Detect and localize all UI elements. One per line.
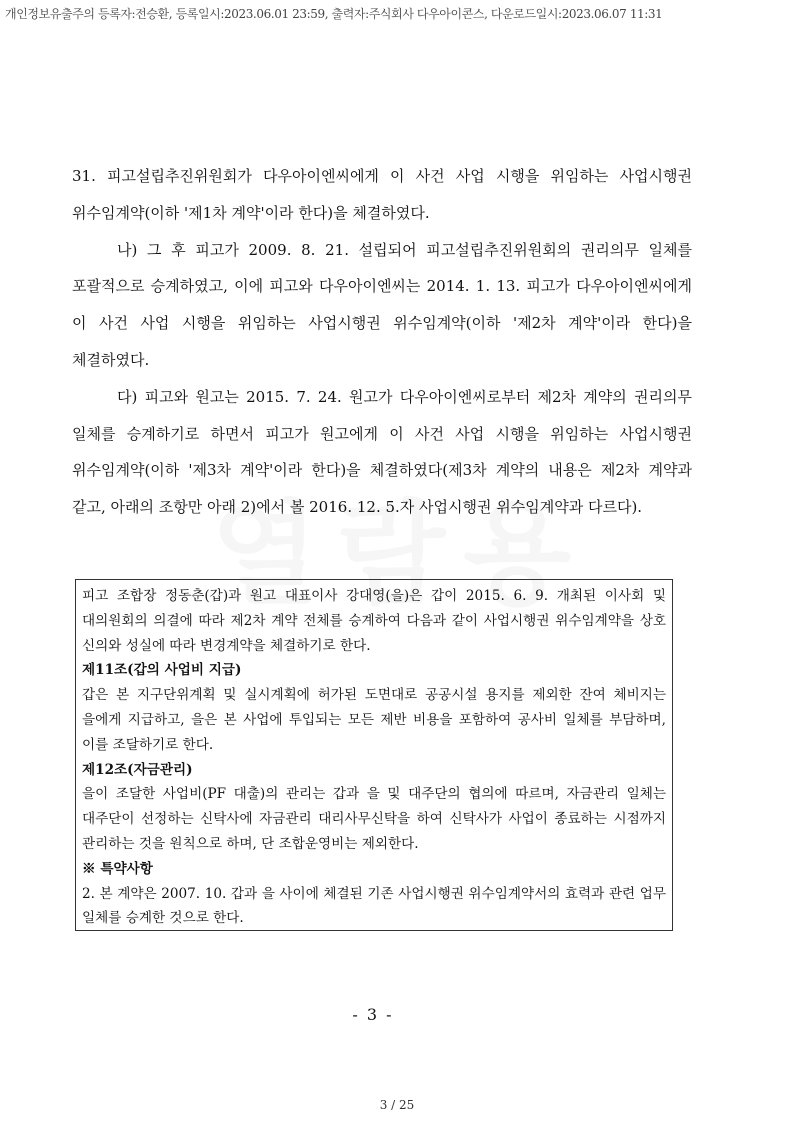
article-12-title: 제12조(자금관리) [82, 761, 193, 778]
body-paragraph: 나) 그 후 피고가 2009. 8. 21. 설립되어 피고설립추진위원회의 권리의무 일체를 포괄적으로 승계하였고, 이에 피고와 다우아이엔씨는 2014. 1. 13. 피고가 다우아이엔씨에게 이 사건 사업 시행을 위임하는 사업시행권 위수임계약(이하 '제2차 계약'이라 한다)을 체결하였다. [72, 240, 692, 369]
body-paragraph: 31. 피고설립추진위원회가 다우아이엔씨에게 이 사건 사업 시행을 위임하는 사업시행권 위수임계약(이하 '제1차 계약'이라 한다)을 체결하였다. [72, 167, 692, 222]
contract-intro: 피고 조합장 정동춘(갑)과 원고 대표이사 강대영(을)은 갑이 2015. 6. 9. 개최된 이사회 및 대의원회의 의결에 따라 제2차 계약 전체를 승계하여 다음과 같이 사업시행권 위수임계약을 상호 신의와 성실에 따라 변경계약을 체결하기로 한다. [82, 588, 666, 654]
special-terms-body: 2. 본 계약은 2007. 10. 갑과 을 사이에 체결된 기존 사업시행권 위수임계약서의 효력과 관련 업무 일체를 승계한 것으로 한다. [82, 885, 666, 927]
article-11-body: 갑은 본 지구단위계획 및 실시계획에 허가된 도면대로 공공시설 용지를 제외한 잔여 체비지는 을에게 지급하고, 을은 본 사업에 투입되는 모든 제반 비용을 포함하여 공사비 일체를 부담하며, 이를 조달하기로 한다. [82, 687, 666, 753]
page-counter: 3 / 25 [379, 1098, 415, 1112]
special-terms-title: ※ 특약사항 [82, 860, 153, 877]
article-12-body: 을이 조달한 사업비(PF 대출)의 관리는 갑과 을 및 대주단의 협의에 따르며, 자금관리 일체는 대주단이 선정하는 신탁사에 자금관리 대리사무신탁을 하여 신탁사가 사업이 종료하는 시점까지 관리하는 것을 원칙으로 하며, 단 조합운영비는 제외한다. [82, 786, 666, 852]
document-body [72, 158, 692, 526]
contract-excerpt-box [75, 579, 673, 931]
download-info-header: 개인정보유출주의 등록자:전승환, 등록일시:2023.06.01 23:59, 출력자:주식회사 다우아이콘스, 다운로드일시:2023.06.07 11:31 [5, 7, 663, 21]
body-paragraph: 다) 피고와 원고는 2015. 7. 24. 원고가 다우아이엔씨로부터 제2차 계약의 권리의무 일체를 승계하기로 하면서 피고가 원고에게 이 사건 사업 시행을 위임하는 사업시행권 위수임계약(이하 '제3차 계약'이라 한다)을 체결하였다(제3차 계약의 내용은 제2차 계약과 같고, 아래의 조항만 아래 2)에서 볼 2016. 12. 5.자 사업시행권 위수임계약과 다르다). [72, 387, 692, 517]
article-11-title: 제11조(갑의 사업비 지급) [82, 662, 242, 679]
page-number: - 3 - [352, 1005, 394, 1024]
